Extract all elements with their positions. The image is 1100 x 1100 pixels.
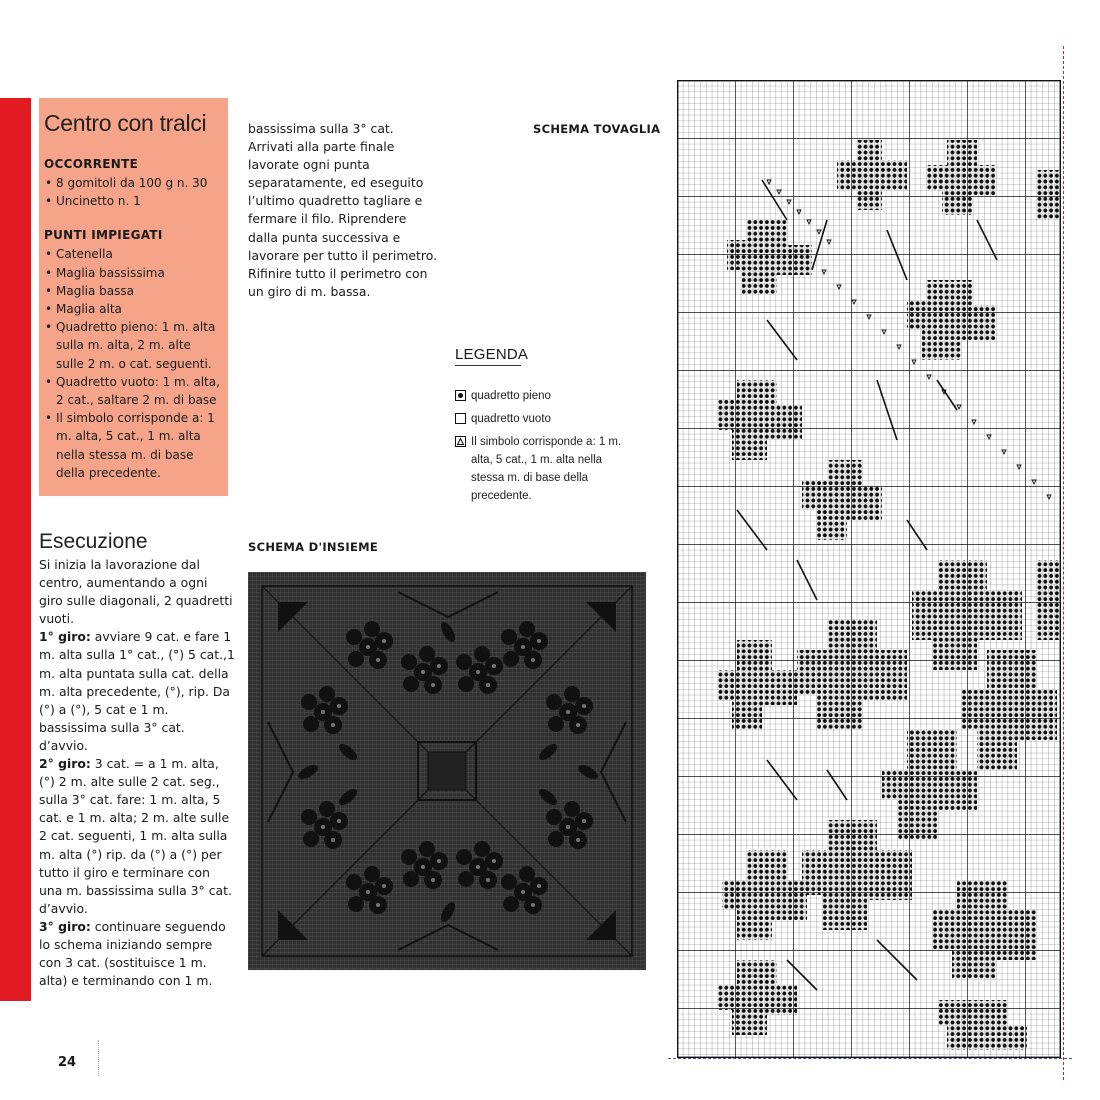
cut-line-vertical (1063, 46, 1064, 1080)
giro2-text: 3 cat. = a 1 m. alta, (°) 2 m. alte sulle 2 cat. seg., sulla 3° cat. fare: 1 m. alta, 5 cat. e 1 m. alta; 2 m. alte sulle 2 cat. seguenti, 1 m. alta sulla m. alta (°) rip. da (°) a (°) per tutto il giro e terminare con una m. bassissima sulla 3° cat. d’avvio. (39, 756, 232, 916)
cut-line-horizontal (668, 1058, 1072, 1059)
punti-heading: PUNTI IMPIEGATI (44, 228, 163, 243)
page-title: Centro con tralci (44, 110, 207, 136)
tablecloth-chart (677, 80, 1061, 1058)
list-item: • Maglia bassissima (44, 264, 222, 282)
legend (455, 346, 635, 505)
overview-diagram-svg (248, 572, 646, 970)
legend-label-simbolo: Il simbolo corrisponde a: 1 m. alta, 5 cat., 1 m. alta nella stessa m. di base della precedente. (471, 436, 622, 502)
list-item: • 8 gomitoli da 100 g n. 30 (44, 174, 222, 192)
schema-insieme-label: SCHEMA D'INSIEME (248, 540, 379, 554)
list-item: • Catenella (44, 245, 222, 263)
filled-square-icon (455, 390, 466, 401)
giro1-label: 1° giro: (39, 629, 91, 645)
triangle-symbol-icon (455, 436, 466, 447)
legend-row-vuoto (455, 410, 635, 428)
legend-row-simbolo (455, 433, 635, 505)
list-item: • Quadretto vuoto: 1 m. alta, 2 cat., saltare 2 m. di base (44, 373, 222, 409)
red-edge-tab (0, 98, 31, 1001)
legend-title: LEGENDA (455, 346, 521, 366)
legend-row-pieno (455, 387, 635, 405)
list-item: • Quadretto pieno: 1 m. alta sulla m. alta, 2 m. alte sulle 2 m. o cat. seguenti. (44, 318, 222, 373)
legend-label-vuoto: quadretto vuoto (471, 413, 551, 425)
list-item: • Il simbolo corrisponde a: 1 m. alta, 5 cat., 1 m. alta nella stessa m. di base della precedente. (44, 409, 222, 482)
list-item: • Uncinetto n. 1 (44, 192, 222, 210)
esecuzione-continuation: bassissima sulla 3° cat. Arrivati alla parte finale lavorate ogni punta separatamente, ed eseguito l’ultimo quadretto tagliare e fermare il filo. Riprendere dalla punta successiva e lavorare per tutto il perimetro. Rifinire tutto il perimetro con un giro di m. bassa. (248, 121, 438, 299)
giro3-text: continuare seguendo lo schema iniziando sempre con 3 cat. (sostituisce 1 m. alta) e terminando con 1 m. (39, 918, 226, 989)
page-number: 24 (58, 1055, 77, 1070)
gutter-divider (98, 1040, 99, 1076)
giro1-text: avviare 9 cat. e fare 1 m. alta sulla 1° cat., (°) 5 cat.,1 m. alta puntata sulla cat. della m. alta precedente, (°), rip. Da (°) a (°), 5 cat e 1 m. bassissima sulla 3° cat. d’avvio. (39, 629, 235, 753)
overview-diagram (248, 572, 646, 970)
esecuzione-title: Esecuzione (39, 530, 148, 553)
esecuzione-text (39, 556, 235, 990)
list-item: • Maglia bassa (44, 282, 222, 300)
tablecloth-chart-svg (677, 80, 1061, 1058)
esecuzione-intro: Si inizia la lavorazione dal centro, aumentando a ogni giro sulle diagonali, 2 quadretti vuoti. (39, 557, 233, 627)
punti-list (44, 245, 222, 482)
materials-panel (39, 98, 228, 496)
empty-square-icon (455, 413, 466, 424)
giro3-label: 3° giro: (39, 918, 91, 934)
occorrente-heading: OCCORRENTE (44, 157, 139, 171)
occorrente-list (44, 174, 222, 210)
schema-tovaglia-label: SCHEMA TOVAGLIA (533, 122, 661, 136)
giro2-label: 2° giro: (39, 756, 91, 772)
list-item: • Maglia alta (44, 300, 222, 318)
legend-label-pieno: quadretto pieno (471, 390, 551, 402)
